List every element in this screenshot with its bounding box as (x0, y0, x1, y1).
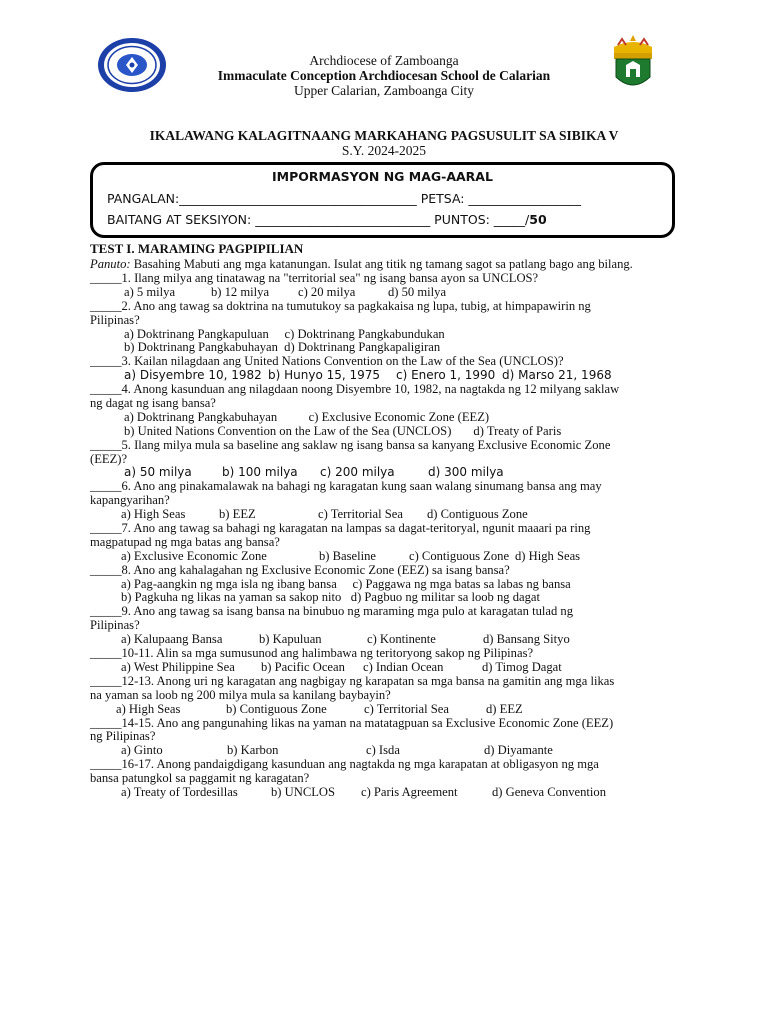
question-7-cont: magpatupad ng mga batas ang bansa? (90, 534, 280, 549)
question-7: _____7. Ano ang tawag sa bahagi ng karagatan na lampas sa dagat-teritoryal, ngunit maaari pa ring (90, 521, 591, 536)
question-1: _____1. Ilang milya ang tinatawag na "territorial sea" ng isang bansa ayon sa UNCLOS? (90, 271, 539, 285)
question-4-cont: ng dagat ng isang bansa? (90, 396, 216, 411)
option: a) 50 milya (124, 465, 192, 480)
student-info-box (90, 162, 675, 238)
info-box-title: IMPORMASYON NG MAG-AARAL (272, 169, 493, 184)
question-5-options (90, 466, 677, 480)
question-8: _____8. Ano ang kahalagahan ng Exclusive Economic Zone (EEZ) sa isang bansa? (90, 562, 510, 577)
question-9-cont: Pilipinas? (90, 618, 140, 633)
option: d) Marso 21, 1968 (502, 368, 612, 383)
option: b) EEZ (219, 507, 256, 522)
option: c) Indian Ocean (363, 659, 444, 674)
school-year: S.Y. 2024-2025 (341, 143, 427, 158)
option: b) Contiguous Zone (226, 701, 327, 716)
option: b) Karbon (227, 743, 279, 758)
option: b) Hunyo 15, 1975 (268, 368, 381, 383)
name-date-line[interactable]: PANGALAN:______________________________________ PETSA: __________________ (107, 191, 581, 206)
question-14-15-options (90, 744, 677, 758)
question-10-11-options (90, 661, 677, 675)
question-12-13: _____12-13. Anong uri ng karagatan ang nagbigay ng karapatan sa mga bansa na gamitin ang mga likas (90, 673, 615, 688)
option: d) Timog Dagat (482, 659, 562, 674)
option: c) Contiguous Zone (409, 548, 510, 563)
option: a) Disyembre 10, 1982 (124, 368, 262, 383)
question-8-options-2: b) Pagkuha ng likas na yaman sa sakop nito d) Pagbuo ng militar sa loob ng dagat (121, 590, 541, 605)
option: b) Baseline (319, 548, 377, 563)
test-section (90, 242, 677, 800)
question-16-17-options (90, 786, 677, 800)
school-address: Upper Calarian, Zamboanga City (294, 83, 474, 98)
school-name: Immaculate Conception Archdiocesan School de Calarian (217, 68, 551, 83)
section-score-line[interactable] (107, 212, 547, 227)
question-9-options (90, 633, 677, 647)
instructions (90, 257, 677, 272)
question-14-15-cont: ng Pilipinas? (90, 729, 156, 744)
option: a) Ginto (121, 743, 163, 758)
exam-title: IKALAWANG KALAGITNAANG MARKAHANG PAGSUSULIT SA SIBIKA V (149, 128, 619, 143)
question-9: _____9. Ano ang tawag sa isang bansa na binubuo ng maraming mga pulo at karagatan tulad ng (90, 604, 573, 619)
option: c) Territorial Sea (318, 507, 403, 522)
question-2-options-1: a) Doktrinang Pangkapuluan c) Doktrinang Pangkabundukan (124, 326, 445, 341)
option: d) 300 milya (428, 465, 504, 480)
total-score: 50 (529, 212, 547, 227)
option: a) High Seas (121, 507, 186, 522)
option: d) Diyamante (484, 743, 553, 758)
question-4: _____4. Anong kasunduan ang nilagdaan noong Disyembre 10, 1982, na nagtakda ng 12 milyang saklaw (90, 382, 620, 397)
option: d) 50 milya (388, 284, 447, 299)
question-1-options (90, 286, 677, 300)
question-6-options (90, 508, 677, 522)
option: a) Exclusive Economic Zone (121, 548, 267, 563)
question-12-13-options (90, 703, 677, 717)
option: a) West Philippine Sea (121, 659, 235, 674)
question-2-cont: Pilipinas? (90, 312, 140, 327)
question-3: _____3. Kailan nilagdaan ang United Nations Convention on the Law of the Sea (UNCLOS)? (90, 354, 564, 369)
option: c) Territorial Sea (364, 701, 449, 716)
option: d) Bansang Sityo (483, 632, 570, 647)
test-heading: TEST I. MARAMING PAGPIPILIAN (90, 241, 304, 256)
question-6-cont: kapangyarihan? (90, 493, 170, 508)
question-8-options-1: a) Pag-aangkin ng mga isla ng ibang bansa c) Paggawa ng mga batas sa labas ng bansa (121, 576, 571, 591)
option: c) Kontinente (367, 632, 436, 647)
question-6: _____6. Ano ang pinakamalawak na bahagi ng karagatan kung saan walang sinumang bansa ang may (90, 479, 602, 494)
option: b) 100 milya (222, 465, 298, 480)
question-7-options (90, 550, 677, 564)
option: a) 5 milya (124, 284, 176, 299)
option: c) Enero 1, 1990 (396, 368, 496, 383)
section-score-label: BAITANG AT SEKSIYON: ____________________________ PUNTOS: _____/ (107, 212, 530, 227)
option: c) Isda (366, 743, 400, 758)
question-2: _____2. Ano ang tawag sa doktrina na tumutukoy sa pagkakaisa ng lupa, tubig, at himpapawirin ng (90, 298, 591, 313)
instruction-label: Panuto: (90, 257, 131, 271)
option: b) Pacific Ocean (261, 659, 345, 674)
option: c) 20 milya (298, 284, 356, 299)
archdiocese-name: Archdiocese of Zamboanga (309, 53, 459, 68)
question-3-options (90, 369, 677, 383)
option: b) Kapuluan (259, 632, 322, 647)
question-4-options-2: b) United Nations Convention on the Law of the Sea (UNCLOS) d) Treaty of Paris (124, 423, 562, 438)
option: a) High Seas (116, 701, 181, 716)
option: d) EEZ (486, 701, 523, 716)
question-5-cont: (EEZ)? (90, 451, 128, 466)
question-16-17-cont: bansa patungkol sa paggamit ng karagatan? (90, 771, 310, 786)
question-5: _____5. Ilang milya mula sa baseline ang saklaw ng isang bansa sa kanyang Exclusive Economic Zone (90, 437, 611, 452)
instruction-text: Basahing Mabuti ang mga katanungan. Isulat ang titik ng tamang sagot sa patlang bago ang bilang. (130, 257, 633, 271)
option: b) 12 milya (211, 284, 270, 299)
option: b) UNCLOS (271, 784, 336, 799)
option: d) Contiguous Zone (427, 507, 528, 522)
option: a) Treaty of Tordesillas (121, 784, 238, 799)
option: c) Paris Agreement (361, 784, 458, 799)
option: d) High Seas (515, 548, 581, 563)
option: c) 200 milya (320, 465, 395, 480)
question-16-17: _____16-17. Anong pandaigdigang kasunduan ang nagtakda ng mga karapatan at obligasyon ng mga (90, 757, 599, 772)
question-12-13-cont: na yaman sa loob ng 200 milya mula sa kanilang baybayin? (90, 687, 391, 702)
question-10-11: _____10-11. Alin sa mga sumusunod ang halimbawa ng teritoryong sakop ng Pilipinas? (90, 646, 534, 661)
option: d) Geneva Convention (492, 784, 607, 799)
option: a) Kalupaang Bansa (121, 632, 223, 647)
question-2-options-2: b) Doktrinang Pangkabuhayan d) Doktrinang Pangkapaligiran (124, 340, 441, 355)
question-14-15: _____14-15. Ano ang pangunahing likas na yaman na matatagpuan sa Exclusive Economic Zone (EEZ) (90, 715, 614, 730)
question-4-options-1: a) Doktrinang Pangkabuhayan c) Exclusive Economic Zone (EEZ) (124, 409, 490, 424)
